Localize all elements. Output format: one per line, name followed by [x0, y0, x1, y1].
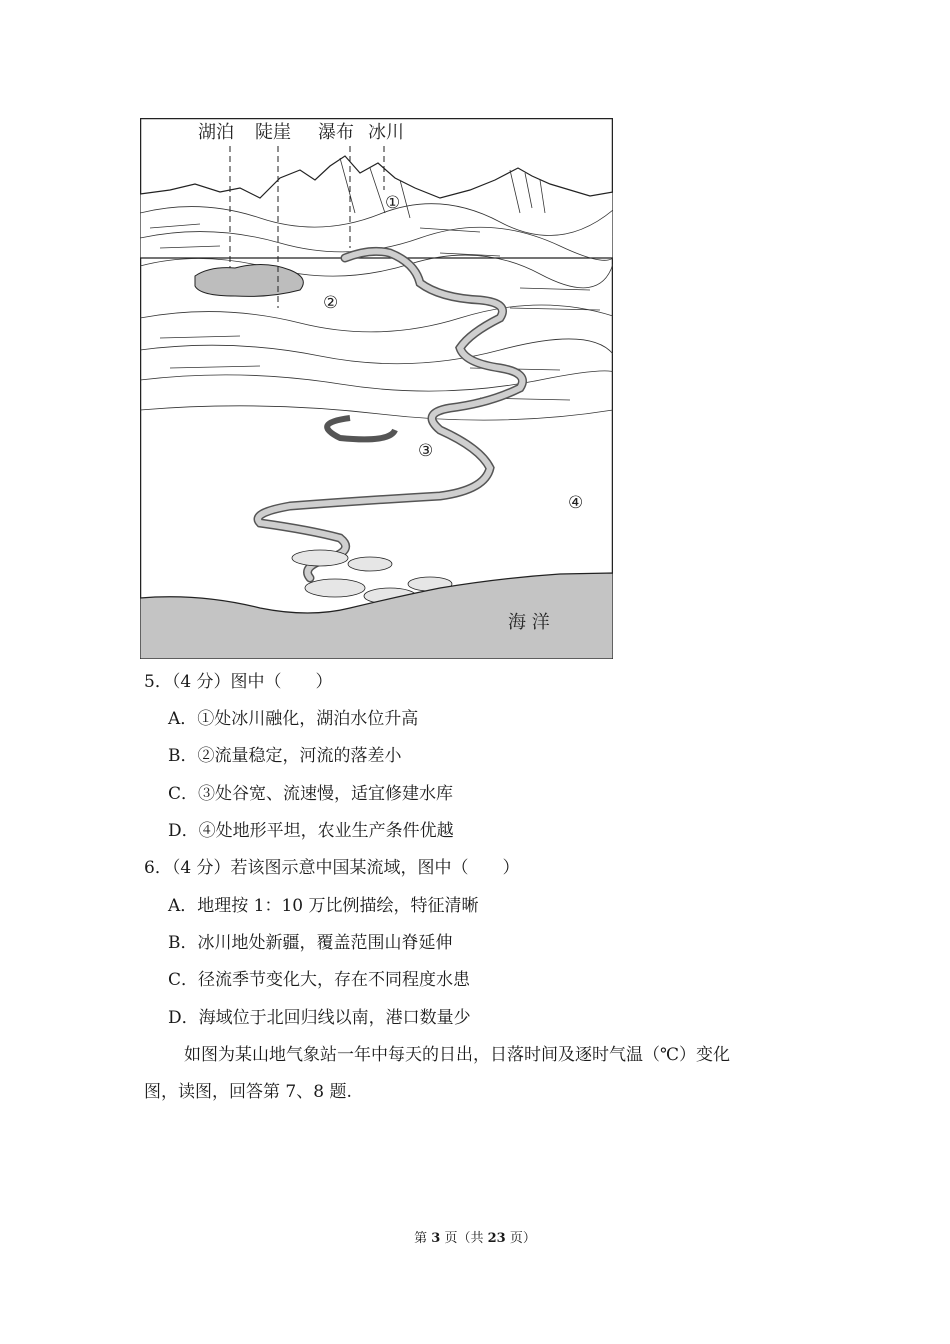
question-6-option-a: A．地理按 1：10 万比例描绘，特征清晰 — [168, 896, 479, 916]
intro-line-1: 如图为某山地气象站一年中每天的日出，日落时间及逐时气温（℃）变化 — [184, 1045, 731, 1065]
river-landform-figure — [140, 118, 613, 659]
question-5-option-c: C．③处谷宽、流速慢，适宜修建水库 — [168, 784, 454, 804]
label-cliff: 陡崖 — [255, 122, 291, 143]
question-6-option-d: D．海域位于北回归线以南，港口数量少 — [168, 1008, 471, 1028]
question-5-option-b: B．②流量稳定，河流的落差小 — [168, 746, 402, 766]
question-6-option-c: C．径流季节变化大，存在不同程度水患 — [168, 970, 471, 990]
footer-middle: 页（共 — [440, 1231, 488, 1246]
label-ocean: 海 洋 — [508, 612, 550, 633]
footer-page-number: 3 — [431, 1231, 441, 1246]
footer-suffix: 页） — [505, 1231, 536, 1246]
question-5-option-a: A．①处冰川融化，湖泊水位升高 — [168, 709, 419, 729]
footer-total-pages: 23 — [487, 1231, 506, 1246]
question-5-stem: 5．（4 分）图中（ ） — [144, 672, 333, 692]
label-lake: 湖泊 — [198, 122, 234, 143]
label-glacier: 冰川 — [368, 122, 404, 143]
marker-2: ② — [323, 293, 339, 313]
lake — [195, 264, 303, 296]
intro-paragraph — [144, 1037, 814, 1111]
page-footer — [0, 1227, 950, 1246]
marker-1: ① — [385, 193, 401, 213]
intro-line-2: 图，读图，回答第 7、8 题. — [144, 1082, 352, 1102]
footer-prefix: 第 — [414, 1231, 432, 1246]
question-5-option-d: D．④处地形平坦，农业生产条件优越 — [168, 821, 454, 841]
question-6-option-b: B．冰川地处新疆，覆盖范围山脊延伸 — [168, 933, 453, 953]
label-waterfall: 瀑布 — [318, 122, 354, 143]
marker-4: ④ — [568, 493, 584, 513]
question-6-stem: 6．（4 分）若该图示意中国某流域，图中（ ） — [144, 858, 520, 878]
marker-3: ③ — [418, 441, 434, 461]
